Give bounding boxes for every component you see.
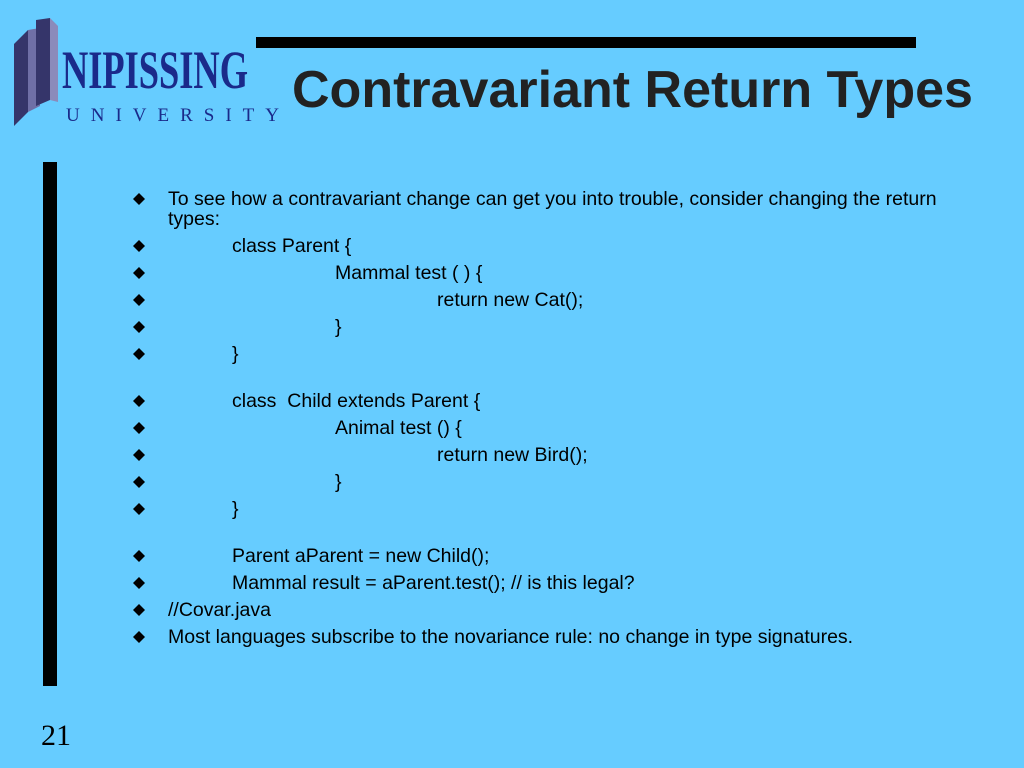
bullet-item xyxy=(128,290,988,310)
bullet-item xyxy=(128,445,988,465)
bullet-text: return new Bird(); xyxy=(437,444,588,466)
diamond-bullet-icon xyxy=(133,321,145,333)
bullet-item xyxy=(128,546,988,566)
bullet-text: } xyxy=(335,471,342,493)
bullet-item xyxy=(128,573,988,593)
bullet-item xyxy=(128,418,988,438)
bullet-text: } xyxy=(232,498,239,520)
bullet-text: return new Cat(); xyxy=(437,289,584,311)
diamond-bullet-icon xyxy=(133,294,145,306)
diamond-bullet-icon xyxy=(133,550,145,562)
page-number: 21 xyxy=(41,719,71,752)
diamond-bullet-icon xyxy=(133,348,145,360)
diamond-bullet-icon xyxy=(133,267,145,279)
bullet-item xyxy=(128,236,988,256)
bullet-text: Mammal result = aParent.test(); // is this legal? xyxy=(232,572,635,594)
bullet-item xyxy=(128,499,988,519)
bullet-item xyxy=(128,627,988,647)
bullet-item xyxy=(128,344,988,364)
bullet-text: Parent aParent = new Child(); xyxy=(232,545,490,567)
bullet-item xyxy=(128,391,988,411)
diamond-bullet-icon xyxy=(133,577,145,589)
bullet-text: } xyxy=(335,316,342,338)
slide-title: Contravariant Return Types xyxy=(292,61,973,119)
bullet-text: To see how a contravariant change can get you into trouble, consider changing the return types: xyxy=(168,188,942,230)
left-rule xyxy=(43,162,57,686)
nipissing-university-logo xyxy=(10,14,290,130)
top-rule xyxy=(256,37,916,48)
logo-name: NIPISSING xyxy=(62,40,249,100)
bullet-text: Mammal test ( ) { xyxy=(335,262,483,284)
bullet-item xyxy=(128,189,988,229)
diamond-bullet-icon xyxy=(133,631,145,643)
bullet-text: //Covar.java xyxy=(168,599,271,621)
bullet-text: class Parent { xyxy=(232,235,352,257)
bullet-text: class Child extends Parent { xyxy=(232,390,481,412)
bullet-text: Most languages subscribe to the novariance rule: no change in type signatures. xyxy=(168,626,854,648)
diamond-bullet-icon xyxy=(133,503,145,515)
diamond-bullet-icon xyxy=(133,604,145,616)
bullet-item xyxy=(128,317,988,337)
diamond-bullet-icon xyxy=(133,449,145,461)
bullet-item xyxy=(128,472,988,492)
diamond-bullet-icon xyxy=(133,240,145,252)
bullet-text: } xyxy=(232,343,239,365)
diamond-bullet-icon xyxy=(133,193,145,205)
diamond-bullet-icon xyxy=(133,422,145,434)
bullet-list xyxy=(128,189,988,654)
logo-subtitle: UNIVERSITY xyxy=(66,105,290,126)
diamond-bullet-icon xyxy=(133,476,145,488)
logo-mark-icon xyxy=(14,18,58,126)
diamond-bullet-icon xyxy=(133,395,145,407)
bullet-item xyxy=(128,263,988,283)
bullet-item xyxy=(128,600,988,620)
bullet-text: Animal test () { xyxy=(335,417,462,439)
